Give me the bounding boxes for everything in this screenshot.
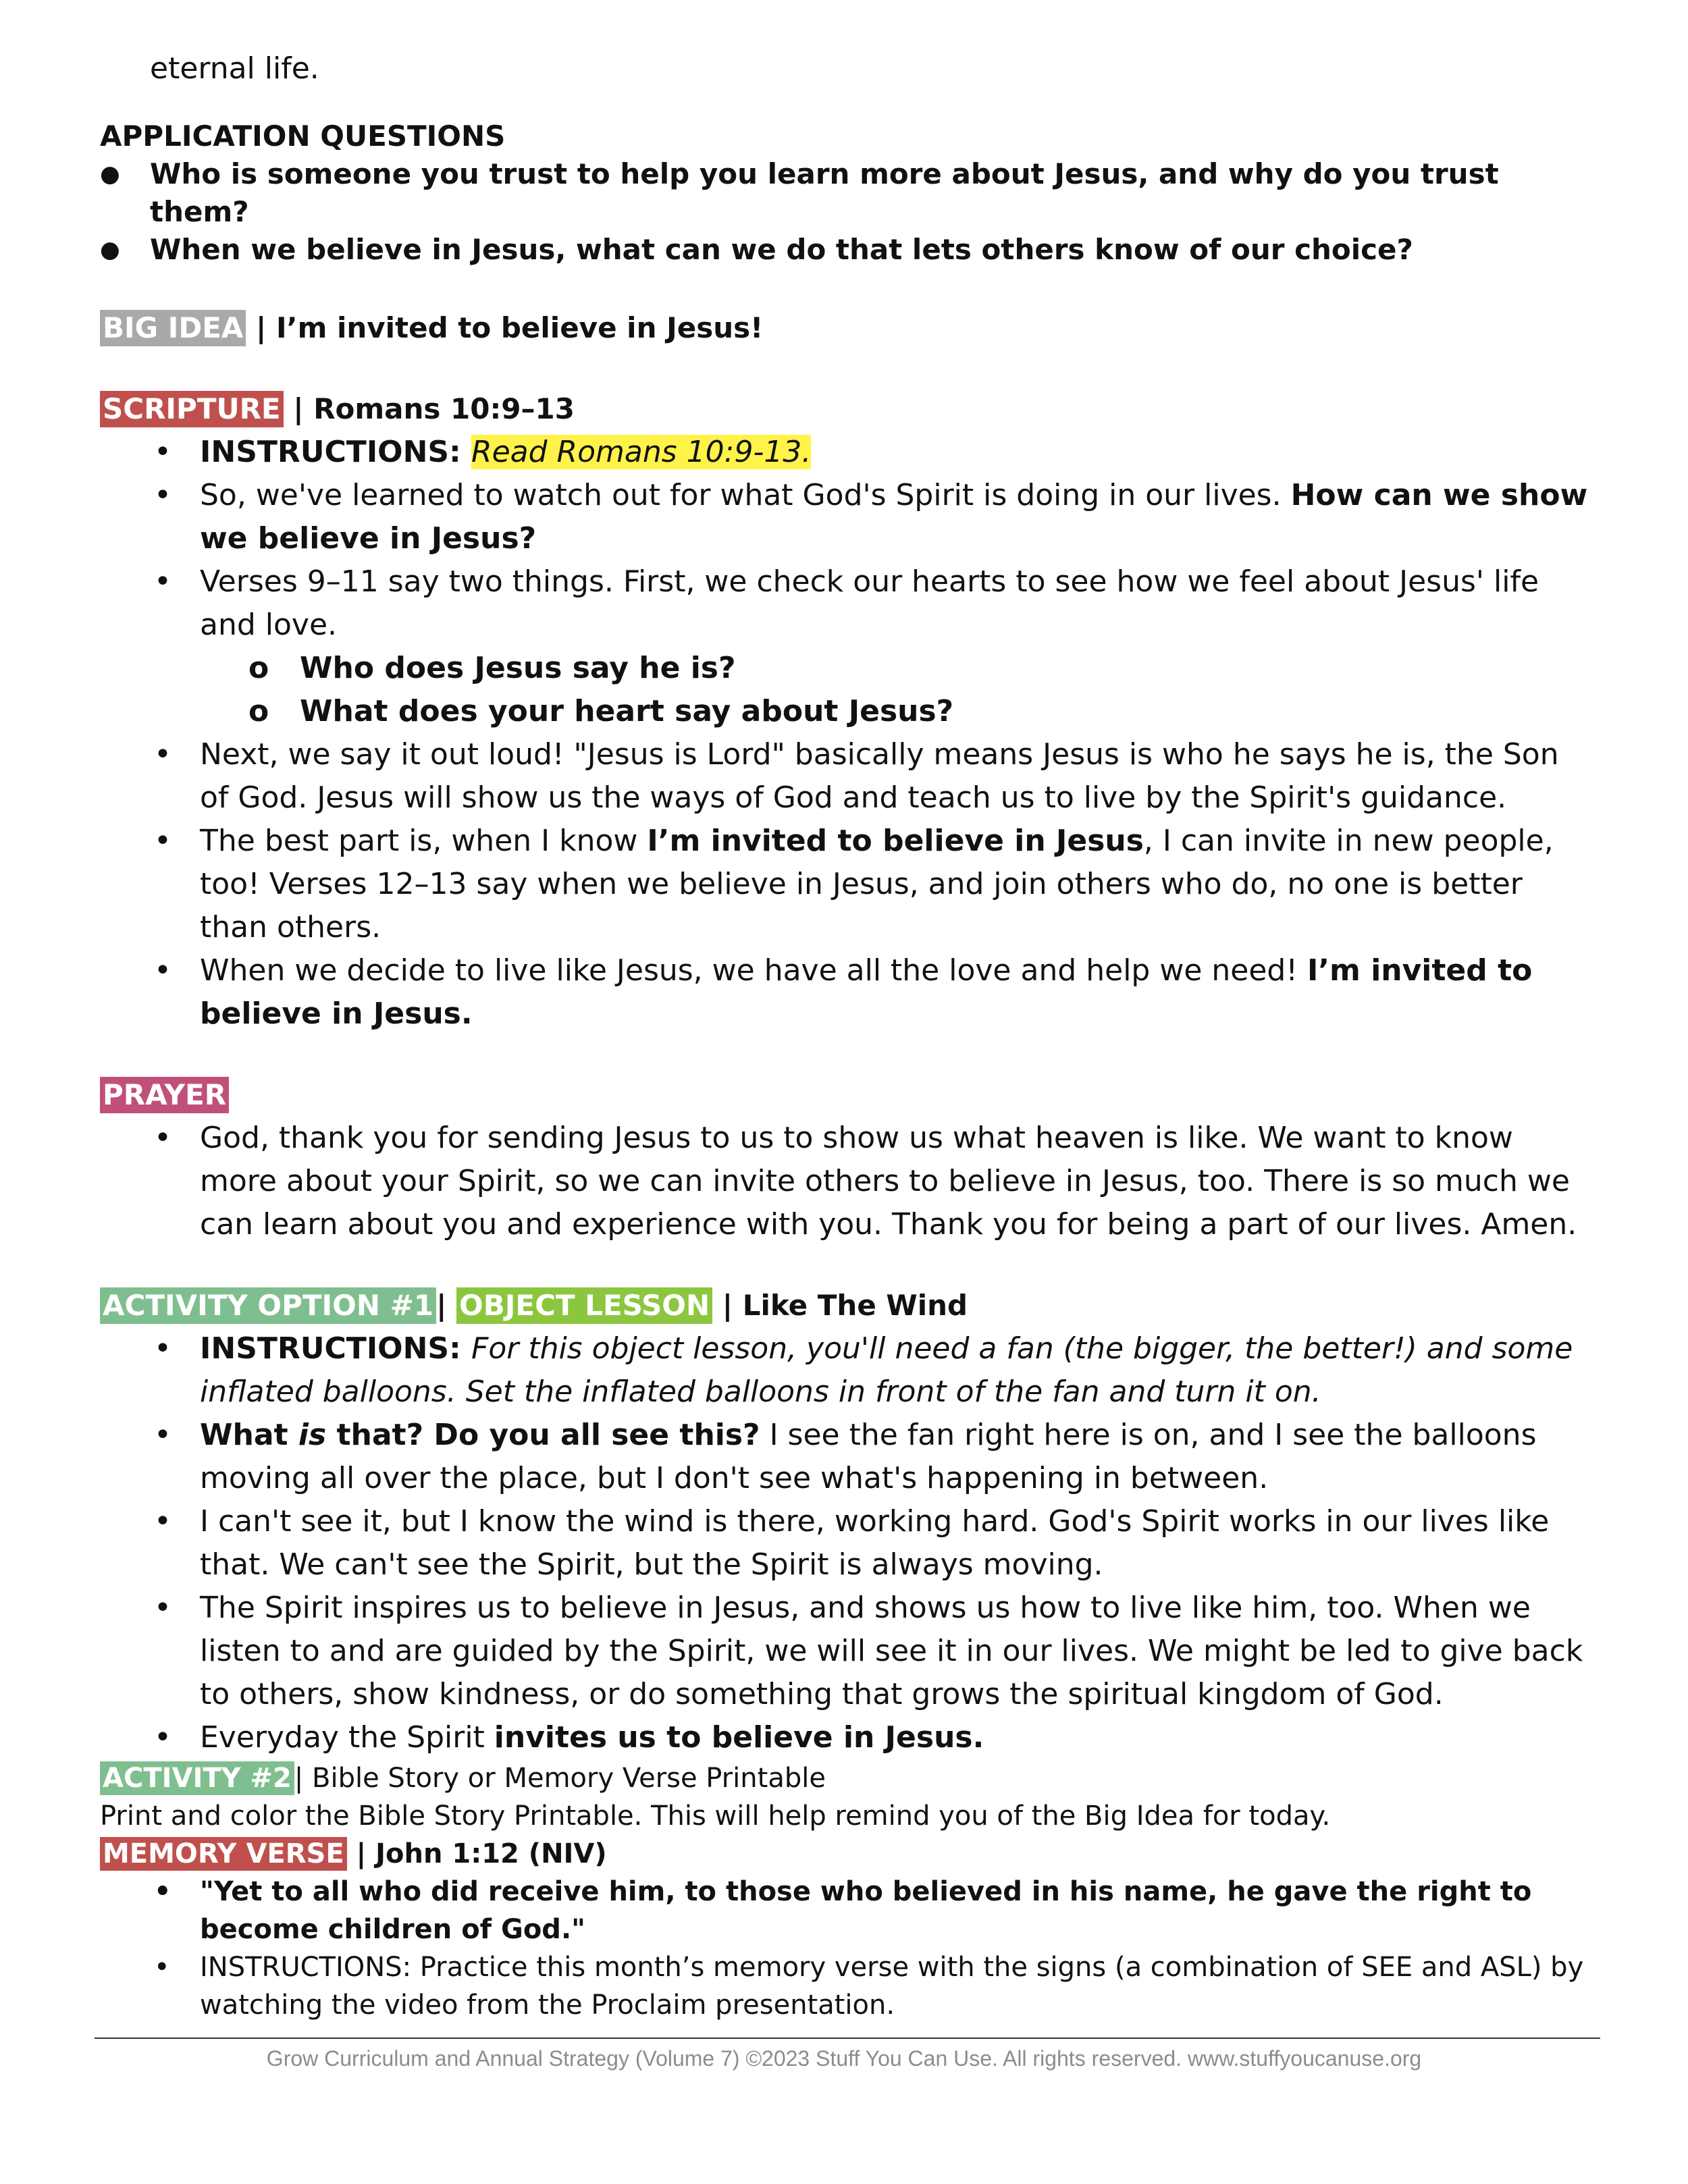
- activity2-tag: ACTIVITY #2: [100, 1761, 294, 1795]
- scripture-bullet: [100, 474, 1592, 560]
- bullet-text: Everyday the Spirit: [200, 1720, 494, 1755]
- big-idea-line: [100, 307, 1592, 350]
- activity1-bullet-instructions: [100, 1327, 1592, 1414]
- memory-reference: John 1:12 (NIV): [375, 1838, 607, 1869]
- scripture-tag: SCRIPTURE: [100, 391, 284, 427]
- prayer-heading: [100, 1073, 1592, 1117]
- footer-divider: [95, 2037, 1600, 2039]
- activity1-bullet: [100, 1587, 1592, 1716]
- big-idea-text: I’m invited to believe in Jesus!: [276, 311, 764, 344]
- activity2-section: [100, 1759, 1592, 1835]
- prayer-section: [100, 1073, 1592, 1246]
- prayer-tag: PRAYER: [100, 1077, 229, 1113]
- document-page: [100, 47, 1592, 2024]
- memory-list: [100, 1873, 1592, 2024]
- activity2-heading: [100, 1759, 1592, 1797]
- activity1-bullet: [100, 1500, 1592, 1587]
- activity1-heading: [100, 1284, 1592, 1327]
- activity1-list: [100, 1327, 1592, 1759]
- bullet-bold-text: How can we show we believe in Jesus?: [200, 478, 1588, 556]
- activity1-tag: ACTIVITY OPTION #1: [100, 1287, 436, 1324]
- scripture-subbullet: o Who does Jesus say he is?: [100, 647, 1592, 690]
- scripture-heading: [100, 388, 1592, 431]
- instructions-label: INSTRUCTIONS:: [200, 435, 472, 469]
- prayer-text: • God, thank you for sending Jesus to us to show us what heaven is like. We want to know more about your Spirit, so we can invite others to believe in Jesus, too. There is so much we can learn about you and experience with you. Thank you for being a part of our lives. Amen.: [100, 1117, 1592, 1246]
- application-question: ● Who is someone you trust to help you learn more about Jesus, and why do you trust them?: [100, 155, 1592, 231]
- activity1-section: [100, 1284, 1592, 1759]
- bullet-bold-text: invites us to believe in Jesus.: [494, 1720, 984, 1755]
- scripture-separator: |: [283, 392, 314, 425]
- bullet-text: I see the fan right here is on, and I see the balloons moving all over the place, but I don't see what's happening in between.: [200, 1418, 1537, 1495]
- application-question: ● When we believe in Jesus, what can we do that lets others know of our choice?: [100, 231, 1592, 269]
- scripture-section: [100, 388, 1592, 1036]
- read-instruction: Read Romans 10:9-13.: [471, 435, 812, 469]
- application-list: [100, 155, 1592, 269]
- top-line: eternal life.: [150, 51, 319, 86]
- bullet-text: I can't see it, but I know the wind is there, working hard. God's Spirit works in our lives like that. We can't see the Spirit, but the Spirit is always moving.: [200, 1504, 1550, 1582]
- object-lesson-tag: OBJECT LESSON: [456, 1287, 712, 1324]
- scripture-bullet-instructions: [100, 431, 1592, 474]
- activity1-title: Like The Wind: [742, 1289, 968, 1322]
- bullet-text: The best part is, when I know: [200, 824, 648, 858]
- bullet-bold-text: What: [200, 1418, 298, 1452]
- activity1-separator: |: [712, 1289, 743, 1322]
- bullet-text: Verses 9–11 say two things. First, we check our hearts to see how we feel about Jesus' life and love.: [200, 564, 1539, 642]
- memory-separator: |: [346, 1838, 376, 1869]
- activity2-separator: |: [294, 1763, 313, 1794]
- bullet-bold-italic-text: is: [298, 1418, 327, 1452]
- bullet-text: When we decide to live like Jesus, we have all the love and help we need!: [200, 953, 1307, 988]
- bullet-text: Next, we say it out loud! "Jesus is Lord" basically means Jesus is who he says he is, the Son of God. Jesus will show us the ways of God and teach us to live by the Spirit's guidance.: [200, 737, 1559, 815]
- big-idea-separator: |: [246, 311, 277, 344]
- activity2-text: Print and color the Bible Story Printable. This will help remind you of the Big Idea for today.: [100, 1801, 1331, 1832]
- scripture-list: [100, 431, 1592, 1036]
- memory-verse-text: • "Yet to all who did receive him, to those who believed in his name, he gave the right to become children of God.": [100, 1873, 1592, 1948]
- bullet-bold-text: that? Do you all see this?: [326, 1418, 760, 1452]
- bullet-text: The Spirit inspires us to believe in Jesus, and shows us how to live like him, too. When we listen to and are guided by the Spirit, we will see it in our lives. We might be led to give back to others, show kindness, or do something that grows the spiritual kingdom of God.: [200, 1591, 1583, 1711]
- scripture-bullet: [100, 560, 1592, 647]
- activity1-bullet: [100, 1414, 1592, 1500]
- instructions-text: For this object lesson, you'll need a fan (the bigger, the better!) and some inflated balloons. Set the inflated balloons in front of the fan and turn it on.: [200, 1331, 1573, 1409]
- prayer-list: [100, 1117, 1592, 1246]
- activity1-separator: |: [436, 1289, 457, 1322]
- application-heading: APPLICATION QUESTIONS: [100, 119, 506, 153]
- memory-heading: [100, 1835, 1592, 1873]
- bullet-text: , I can invite in new people, too! Verses 12–13 say when we believe in Jesus, and join others who do, no one is better than others.: [200, 824, 1554, 944]
- activity2-title: Bible Story or Memory Verse Printable: [312, 1763, 826, 1794]
- memory-tag: MEMORY VERSE: [100, 1837, 347, 1871]
- memory-instructions: • INSTRUCTIONS: Practice this month’s memory verse with the signs (a combination of SEE and ASL) by watching the video from the Proclaim presentation.: [100, 1948, 1592, 2024]
- page-footer: Grow Curriculum and Annual Strategy (Volume 7) ©2023 Stuff You Can Use. All rights reserved. www.stuffyoucanuse.org: [266, 2046, 1422, 2071]
- application-section: [100, 117, 1592, 269]
- scripture-subbullet: o What does your heart say about Jesus?: [100, 690, 1592, 733]
- scripture-reference: Romans 10:9–13: [313, 392, 575, 425]
- scripture-bullet: [100, 733, 1592, 820]
- bullet-bold-text: I’m invited to believe in Jesus: [647, 824, 1144, 858]
- big-idea-tag: BIG IDEA: [100, 310, 246, 346]
- scripture-bullet: [100, 820, 1592, 949]
- bullet-bold-text: I’m invited to believe in Jesus.: [200, 953, 1533, 1031]
- scripture-bullet: [100, 949, 1592, 1036]
- activity1-bullet: [100, 1716, 1592, 1759]
- bullet-text: So, we've learned to watch out for what God's Spirit is doing in our lives.: [200, 478, 1291, 512]
- memory-section: [100, 1835, 1592, 2024]
- instructions-label: INSTRUCTIONS:: [200, 1331, 472, 1366]
